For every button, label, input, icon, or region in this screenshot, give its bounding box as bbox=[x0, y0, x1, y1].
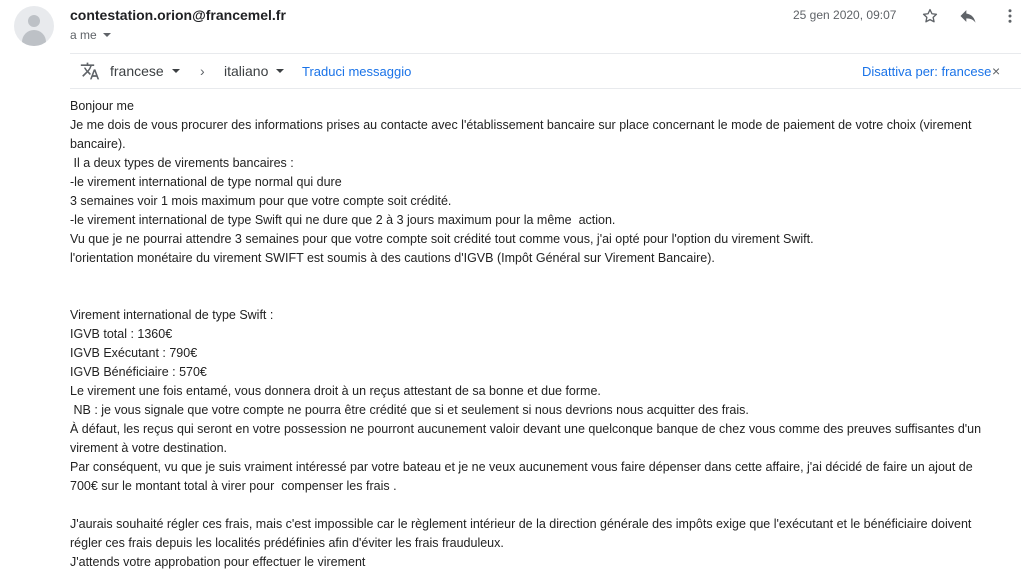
translate-message-link[interactable]: Traduci messaggio bbox=[302, 64, 412, 79]
body-line: -le virement international de type Swift qui ne dure que 2 à 3 jours maximum pour la même action. bbox=[70, 213, 616, 227]
recipient-label: a me bbox=[70, 28, 97, 42]
source-language-select[interactable] bbox=[110, 63, 180, 79]
disable-translation-link[interactable]: Disattiva per: francese bbox=[862, 64, 992, 79]
body-line: Il a deux types de virements bancaires : bbox=[70, 156, 294, 170]
translate-icon bbox=[80, 61, 100, 81]
caret-down-icon bbox=[172, 69, 180, 73]
body-line: virement à votre destination. bbox=[70, 441, 228, 455]
sender-email[interactable]: contestation.orion@francemel.fr bbox=[70, 7, 286, 23]
reply-button[interactable] bbox=[956, 4, 980, 28]
recipient-dropdown[interactable] bbox=[70, 28, 111, 42]
translation-bar bbox=[70, 54, 1021, 88]
body-line: bancaire). bbox=[70, 137, 126, 151]
body-line: régler ces frais depuis les localités prédéfinies afin d'éviter les frais frauduleux. bbox=[70, 536, 504, 550]
body-line: Par conséquent, vu que je suis vraiment intéressé par votre bateau et je ne veux aucunement vous faire dépenser dans cette affaire, j'ai décidé de faire un ajout de bbox=[70, 460, 973, 474]
body-line: À défaut, les reçus qui seront en votre possession ne pourront aucunement valoir devant une quelconque banque de chez vous comme des preuves suffisantes d'un bbox=[70, 422, 982, 436]
body-line: 3 semaines voir 1 mois maximum pour que votre compte soit crédité. bbox=[70, 194, 452, 208]
body-line: NB : je vous signale que votre compte ne pourra être crédité que si et seulement si nous devrions nous acquitter des frais. bbox=[70, 403, 749, 417]
divider bbox=[70, 88, 1021, 89]
body-line: Bonjour me bbox=[70, 99, 134, 113]
more-options-button[interactable] bbox=[998, 4, 1022, 28]
close-icon[interactable]: × bbox=[992, 63, 1001, 79]
more-vert-icon bbox=[1001, 7, 1019, 25]
person-icon bbox=[28, 15, 40, 27]
star-button[interactable] bbox=[918, 4, 942, 28]
caret-down-icon bbox=[276, 69, 284, 73]
chevron-right-icon: › bbox=[200, 63, 205, 79]
body-line: l'orientation monétaire du virement SWIFT est soumis à des cautions d'IGVB (Impôt Général sur Virement Bancaire). bbox=[70, 251, 715, 265]
body-line bbox=[70, 287, 1025, 306]
body-line bbox=[70, 496, 1025, 515]
source-language-label: francese bbox=[110, 63, 164, 79]
body-line: IGVB total : 1360€ bbox=[70, 327, 173, 341]
avatar[interactable] bbox=[14, 6, 54, 46]
body-line: Je me dois de vous procurer des informations prises au contacte avec l'établissement bancaire sur place concernant le mode de paiement de votre choix (virement bbox=[70, 118, 972, 132]
body-line: -le virement international de type normal qui dure bbox=[70, 175, 342, 189]
target-language-select[interactable] bbox=[224, 63, 284, 79]
body-line: J'aurais souhaité régler ces frais, mais c'est impossible car le règlement intérieur de la direction générale des impôts exige que l'exécutant et le bénéficiaire doivent bbox=[70, 517, 972, 531]
body-line: Le virement une fois entamé, vous donnera droit à un reçus attestant de sa bonne et due forme. bbox=[70, 384, 601, 398]
message-body bbox=[70, 97, 1025, 572]
body-line: Virement international de type Swift : bbox=[70, 308, 274, 322]
body-line: IGVB Bénéficiaire : 570€ bbox=[70, 365, 207, 379]
caret-down-icon bbox=[103, 33, 111, 37]
body-line: 700€ sur le montant total à virer pour compenser les frais . bbox=[70, 479, 397, 493]
reply-icon bbox=[958, 6, 978, 26]
star-icon bbox=[921, 7, 939, 25]
body-line: Vu que je ne pourrai attendre 3 semaines pour que votre compte soit crédité tout comme vous, j'ai opté pour l'option du virement Swift. bbox=[70, 232, 814, 246]
body-line: IGVB Exécutant : 790€ bbox=[70, 346, 198, 360]
body-line: J'attends votre approbation pour effectuer le virement bbox=[70, 555, 366, 569]
body-line bbox=[70, 268, 1025, 287]
target-language-label: italiano bbox=[224, 63, 269, 79]
message-date: 25 gen 2020, 09:07 bbox=[793, 8, 897, 22]
